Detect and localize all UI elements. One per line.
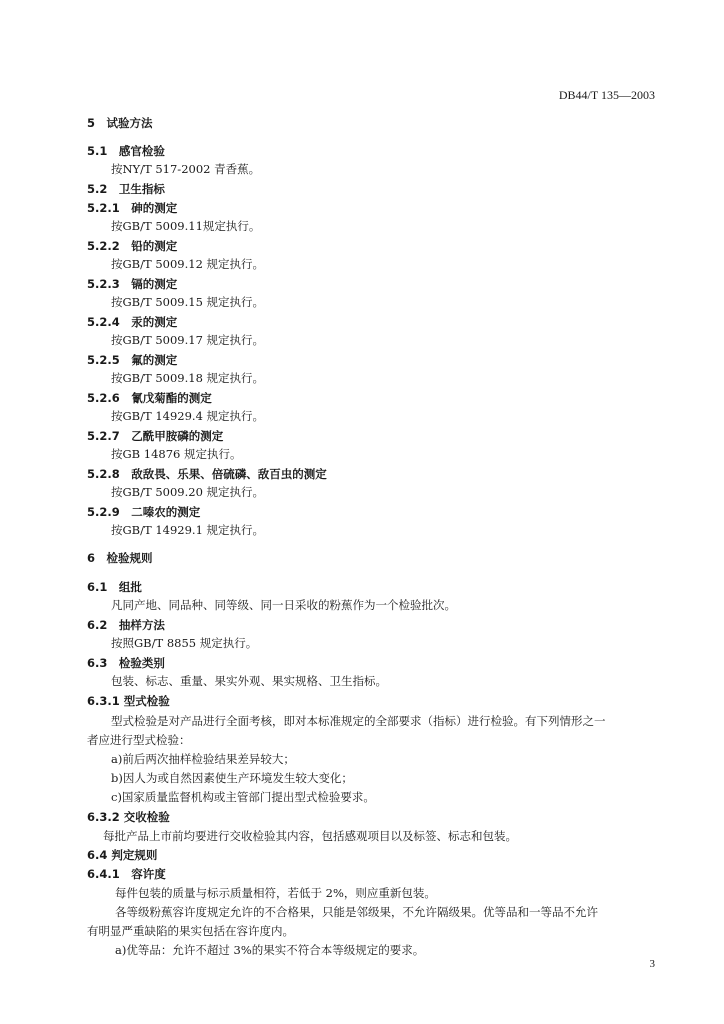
section-6-3-2-heading: 6.3.2 交收检验	[87, 810, 170, 824]
para: 按GB/T 5009.15 规定执行。	[111, 295, 265, 309]
section-6-2-heading: 6.2 抽样方法	[87, 618, 165, 632]
section-5-heading: 5 试验方法	[87, 116, 153, 130]
para: 按GB/T 5009.12 规定执行。	[111, 257, 265, 271]
list-item-b: b)因人为或自然因素使生产环境发生较大变化；	[111, 771, 353, 785]
para: 按GB/T 5009.17 规定执行。	[111, 333, 265, 347]
para: 按NY/T 517-2002 青香蕉。	[111, 162, 261, 176]
section-5-2-5-heading: 5.2.5 氟的测定	[87, 353, 178, 367]
para: 按GB/T 14929.4 规定执行。	[111, 409, 265, 423]
section-5-2-7-heading: 5.2.7 乙酰甲胺磷的测定	[87, 429, 224, 443]
para: 按GB 14876 规定执行。	[111, 447, 242, 461]
list-item-c: c)国家质量监督机构或主管部门提出型式检验要求。	[111, 790, 375, 804]
section-5-1-heading: 5.1 感官检验	[87, 144, 165, 158]
section-5-2-9-heading: 5.2.9 二嗪农的测定	[87, 505, 201, 519]
section-5-2-4-heading: 5.2.4 汞的测定	[87, 315, 178, 329]
section-5-2-2-heading: 5.2.2 铅的测定	[87, 239, 178, 253]
list-item-a: a)前后两次抽样检验结果差异较大；	[111, 752, 295, 766]
section-6-4-1-heading: 6.4.1 容许度	[87, 867, 166, 881]
para: 每批产品上市前均要进行交收检验其内容，包括感观项目以及标签、标志和包装。	[103, 829, 517, 843]
para: 按GB/T 14929.1 规定执行。	[111, 523, 265, 537]
para: 凡同产地、同品种、同等级、同一日采收的粉蕉作为一个检验批次。	[111, 598, 456, 612]
section-5-2-heading: 5.2 卫生指标	[87, 182, 165, 196]
section-6-3-1-heading: 6.3.1 型式检验	[87, 694, 170, 708]
para: 按GB/T 5009.20 规定执行。	[111, 485, 265, 499]
para: 按GB/T 5009.18 规定执行。	[111, 371, 265, 385]
standard-code: DB44/T 135—2003	[558, 88, 655, 102]
section-5-2-1-heading: 5.2.1 砷的测定	[87, 201, 178, 215]
para: 按照GB/T 8855 规定执行。	[111, 636, 258, 650]
para: 每件包装的质量与标示质量相符，若低于 2%，则应重新包装。	[115, 886, 436, 900]
para: 各等级粉蕉容许度规定允许的不合格果，只能是邻级果，不允许隔级果。优等品和一等品不允许	[115, 905, 598, 919]
section-5-2-3-heading: 5.2.3 镉的测定	[87, 277, 178, 291]
section-6-heading: 6 检验规则	[87, 551, 153, 565]
section-6-1-heading: 6.1 组批	[87, 580, 142, 594]
para: 按GB/T 5009.11规定执行。	[111, 219, 261, 233]
section-6-3-heading: 6.3 检验类别	[87, 656, 165, 670]
section-5-2-8-heading: 5.2.8 敌敌畏、乐果、倍硫磷、敌百虫的测定	[87, 467, 327, 481]
page-number: 3	[649, 958, 655, 970]
para-continuation: 者应进行型式检验：	[87, 733, 191, 747]
section-5-2-6-heading: 5.2.6 氰戊菊酯的测定	[87, 391, 212, 405]
section-6-4-heading: 6.4 判定规则	[87, 848, 158, 862]
para: 型式检验是对产品进行全面考核，即对本标准规定的全部要求（指标）进行检验。有下列情形之一	[111, 714, 606, 728]
list-item-a: a)优等品：允许不超过 3%的果实不符合本等级规定的要求。	[115, 943, 425, 957]
para-continuation: 有明显严重缺陷的果实包括在容许度内。	[87, 924, 294, 938]
para: 包装、标志、重量、果实外观、果实规格、卫生指标。	[111, 674, 387, 688]
